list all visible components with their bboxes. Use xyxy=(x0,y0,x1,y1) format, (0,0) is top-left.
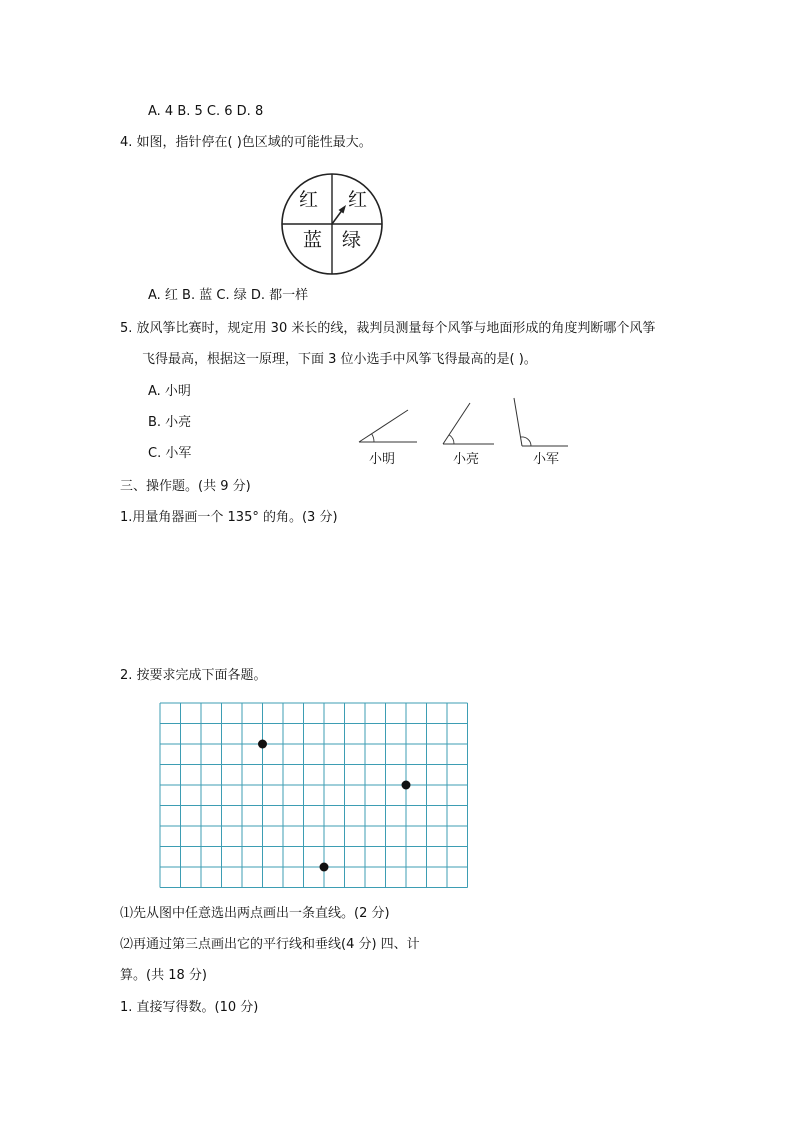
section3-sub1: ⑴先从图中任意选出两点画出一条直线。(2 分) xyxy=(120,906,390,921)
section3-title: 三、操作题。(共 9 分) xyxy=(120,479,251,494)
angle-arc-icon xyxy=(372,434,374,442)
q4-stem: 4. 如图，指针停在( )色区域的可能性最大。 xyxy=(120,135,372,150)
section3-q1: 1.用量角器画一个 135° 的角。(3 分) xyxy=(120,510,338,525)
spinner-sector-bottom-right: 绿 xyxy=(342,229,362,251)
grid-point[interactable] xyxy=(258,740,267,749)
angle-label-xiaoming: 小明 xyxy=(369,452,396,467)
angle-label-xiaoliang: 小亮 xyxy=(453,452,480,467)
spinner-figure xyxy=(280,172,384,276)
kite-angles-figure xyxy=(350,395,580,455)
angle-xiaoming xyxy=(359,410,417,442)
section3-sub2: ⑵再通过第三点画出它的平行线和垂线(4 分) 四、计 xyxy=(120,937,420,952)
dot-grid[interactable] xyxy=(159,702,469,888)
spinner-sector-bottom-left: 蓝 xyxy=(303,229,323,251)
spinner-sector-top-right: 红 xyxy=(348,189,368,211)
angle-xiaojun xyxy=(514,398,568,446)
angle-arc-icon xyxy=(449,435,454,444)
section3-sub2-continued: 算。(共 18 分) xyxy=(120,968,207,983)
grid-point[interactable] xyxy=(320,863,329,872)
q5-option-b: B. 小亮 xyxy=(148,415,192,430)
grid-point[interactable] xyxy=(402,781,411,790)
section4-q1: 1. 直接写得数。(10 分) xyxy=(120,1000,259,1015)
q5-option-c: C. 小军 xyxy=(148,446,192,461)
q5-stem-line2: 飞得最高，根据这一原理，下面 3 位小选手中风筝飞得最高的是( )。 xyxy=(142,352,537,367)
q4-options: A. 红 B. 蓝 C. 绿 D. 都一样 xyxy=(148,288,309,303)
angle-label-xiaojun: 小军 xyxy=(533,452,560,467)
q5-option-a: A. 小明 xyxy=(148,384,191,399)
spinner-sector-top-left: 红 xyxy=(299,189,319,211)
spinner-svg xyxy=(280,172,384,276)
q5-stem-line1: 5. 放风筝比赛时，规定用 30 米长的线，裁判员测量每个风筝与地面形成的角度判断哪个风筝 xyxy=(120,321,656,336)
angle-xiaoliang xyxy=(443,403,494,444)
q3-options: A. 4 B. 5 C. 6 D. 8 xyxy=(148,104,264,119)
section3-q2: 2. 按要求完成下面各题。 xyxy=(120,668,267,683)
